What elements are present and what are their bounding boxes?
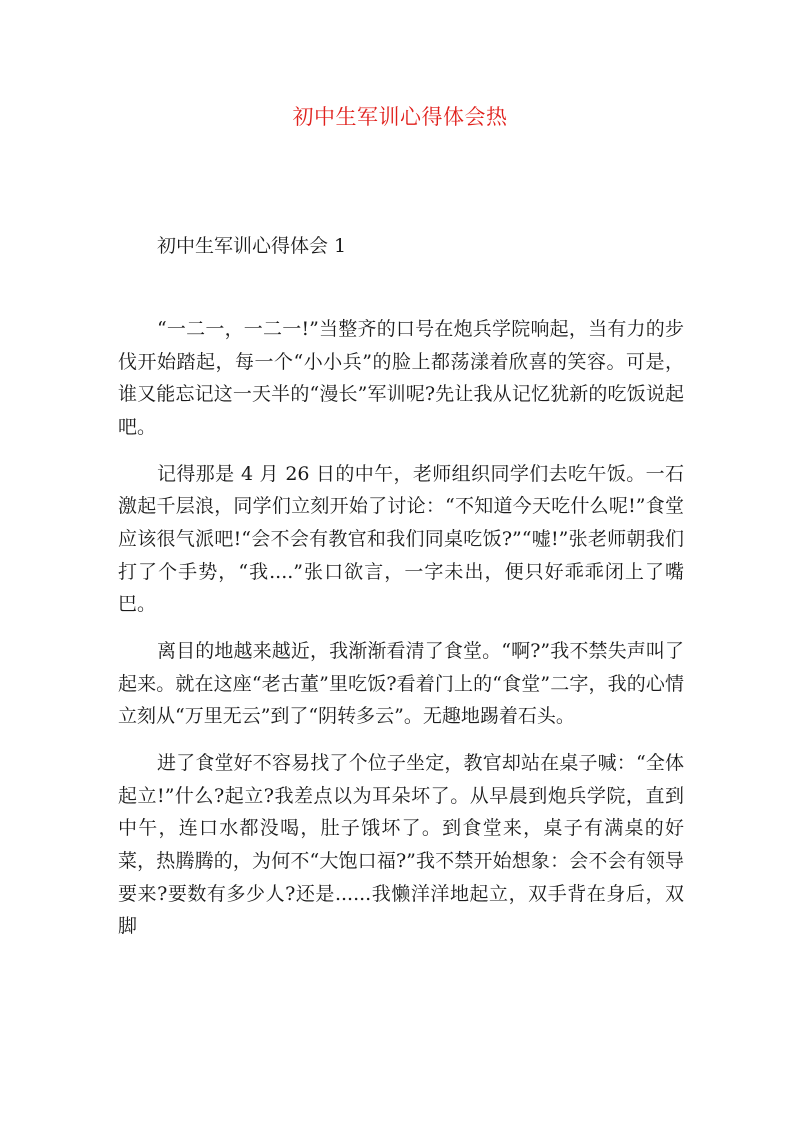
document-body xyxy=(118,313,684,943)
section-heading: 初中生军训心得体会 1 xyxy=(157,235,347,257)
paragraph: 离目的地越来越近，我渐渐看清了食堂。“啊?”我不禁失声叫了起来。就在这座“老古董”里吃饭?看着门上的“食堂”二字，我的心情立刻从“万里无云”到了“阴转多云”。无趣地踢着石头。 xyxy=(118,640,684,728)
document-title: 初中生军训心得体会热 xyxy=(292,105,508,129)
paragraph: 进了食堂好不容易找了个位子坐定，教官却站在桌子喊：“全体起立!”什么?起立?我差点以为耳朵坏了。从早晨到炮兵学院，直到中午，连口水都没喝，肚子饿坏了。到食堂来，桌子有满桌的好菜，热腾腾的，为何不“大饱口福?”我不禁开始想象：会不会有领导要来?要数有多少人?还是......我懒洋洋地起立，双手背在身后，双脚 xyxy=(118,752,684,938)
paragraph: 记得那是 4 月 26 日的中午，老师组织同学们去吃午饭。一石激起千层浪，同学们立刻开始了讨论：“不知道今天吃什么呢!”食堂应该很气派吧!“会不会有教官和我们同桌吃饭?”“嘘!”张老师朝我们打了个手势，“我....”张口欲言，一字未出，便只好乖乖闭上了嘴巴。 xyxy=(118,462,684,616)
paragraph: “一二一，一二一!”当整齐的口号在炮兵学院响起，当有力的步伐开始踏起，每一个“小小兵”的脸上都荡漾着欣喜的笑容。可是，谁又能忘记这一天半的“漫长”军训呢?先让我从记忆犹新的吃饭说起吧。 xyxy=(118,318,684,438)
